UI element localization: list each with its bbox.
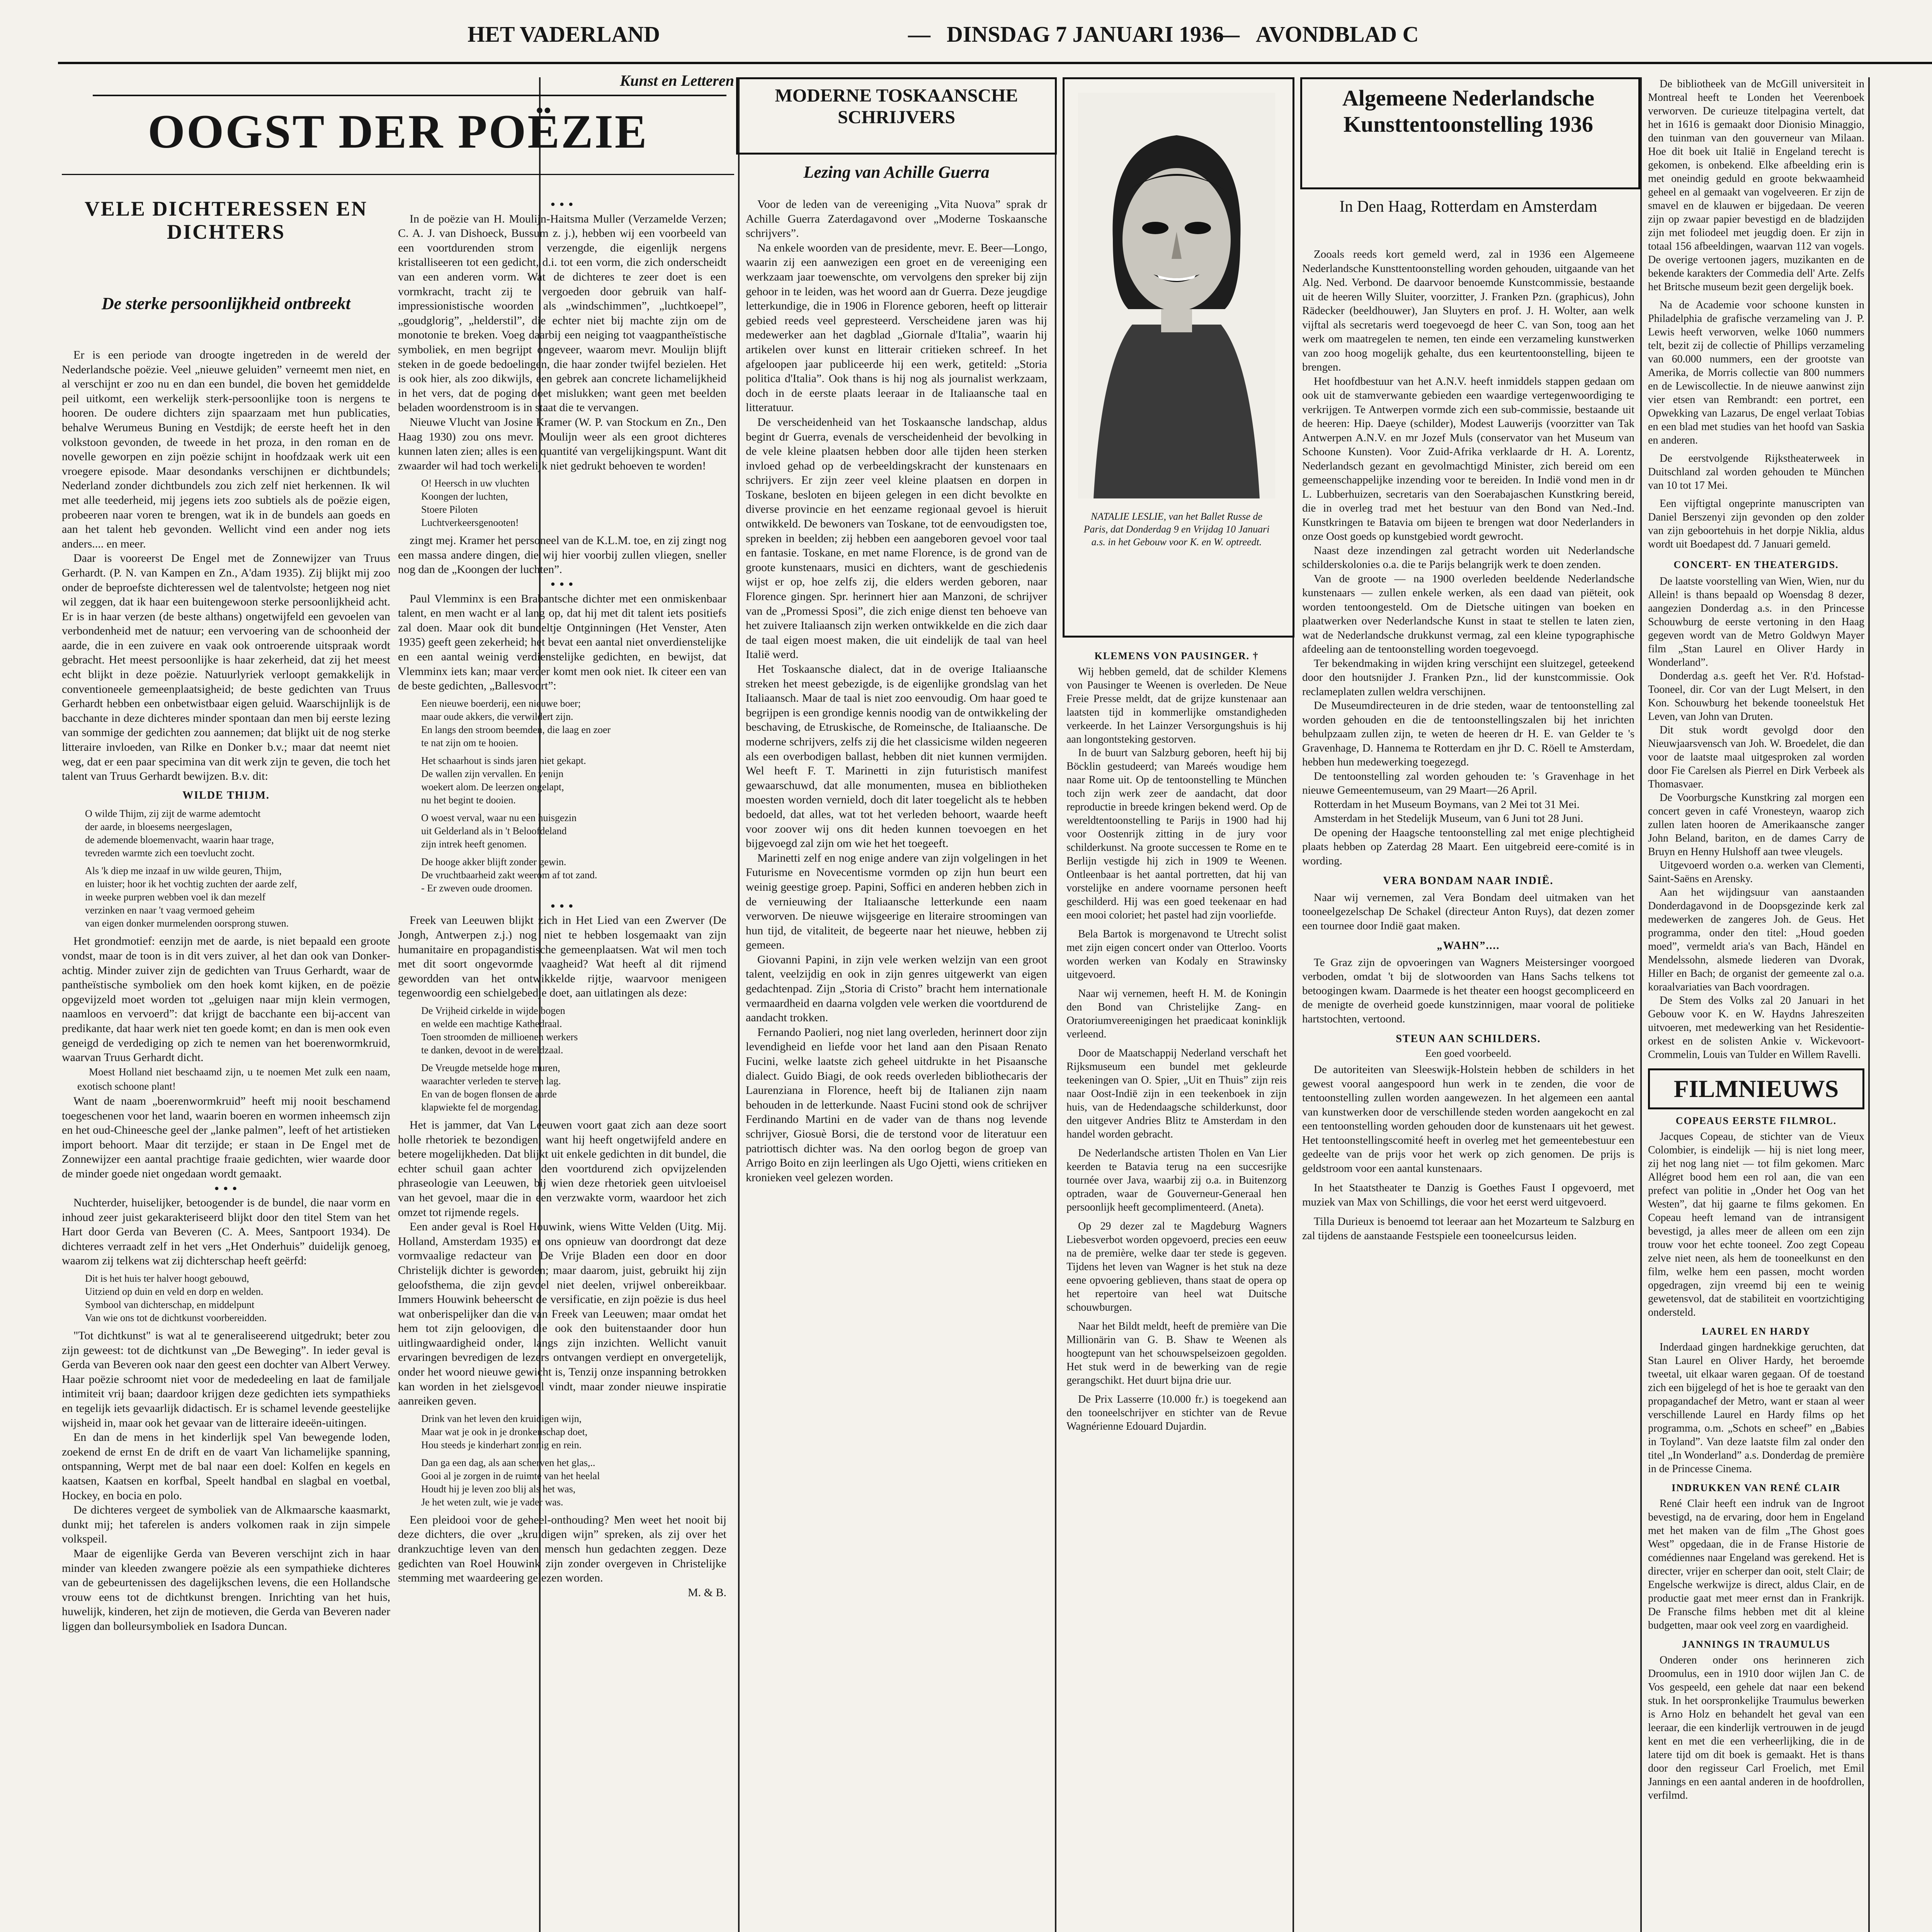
laurel-title: LAUREL EN HARDY	[1702, 1326, 1811, 1337]
masthead	[58, 17, 1932, 60]
tentoonstelling-headline: Algemeene Nederlandsche Kunsttentoonstelling 1936	[1342, 85, 1595, 137]
separator: —	[1217, 22, 1240, 47]
paragraph: Zooals reeds kort gemeld werd, zal in 1936 een Algemeene Nederlandsche Kunsttentoonstelling worden gehouden, uitgaande van het Alg. Ned. Verbond. De daarvoor benoemde Kunstcommissie, bestaande uit de heeren Willy Sluiter, voorzitter, J. Franken Pzn. (graphicus), John Rädecker (beeldhouwer), Jan Sluyters en prof. J. H. Wolter, aan welk vijftal als secretaris werd toegevoegd de heer C. van Son, toog aan het werk om maatregelen te nemen, ten einde een verzameling kunstwerken van zoo hoog mogelijk gehalte, dus een keurtentoonstelling, bijeen te brengen.	[1302, 248, 1634, 373]
separator: —	[908, 22, 930, 47]
paragraph: De eerstvolgende Rijkstheaterweek in Duitschland zal worden gehouden te München van 10 tot 17 Mei.	[1648, 452, 1864, 492]
paragraph: Een ander geval is Roel Houwink, wiens Witte Velden (Uitg. Mij. Holland, Amsterdam 1935) er ons opnieuw van doordrongt dat deze vormvaalige redacteur van De Vrije Bladen een door en door Christelijk dichter is geworden; maar daarom, juist, gebruikt hij zijn geloofsthema, die zijn gevoel niet deelen, vrijwel onbereikbaar. Immers Houwink beheerscht de versificatie, en zijn poëzie is dus heel wat onberispelijker dan die van Freek van Leeuwen; maar omdat het hem tot zijn geloovigen, die ook den buitenstaander door hun uitlingwaardigheid onder, langs zijn inzichten. Wellicht vanuit ervaringen bevredigen de lezers ontvangen verdiept en onvergetelijk, onder het woord nieuwe gewicht is, Tenzij onze inspanning betrokken kan worden in het zielsgevoel vindt, maar zonder nieuwe inspiratie aanreiken geven.	[398, 1220, 726, 1408]
paragraph: Nieuwe Vlucht van Josine Kramer (W. P. van Stockum en Zn., Den Haag 1930) zou ons mevr. Moulijn weer als een groot dichteres kunnen laten zien; alles is een quantité van vergelijkingspunt. Want dit zwaarder wil had toch werkelijk niet gedrukt behoeven te worden!	[398, 415, 726, 472]
paper-name: HET VADERLAND	[468, 22, 660, 47]
poem-title: WILDE THIJM.	[182, 789, 270, 801]
natalie-leslie-photo	[1078, 93, 1275, 498]
paragraph: Dit stuk wordt gevolgd door den Nieuwjaarsvensch van Joh. W. Broedelet, die dan voor de laatste maal uitgesproken zal worden door Fie Carelsen als Pierrel en Dirk Verbeek als Thomasvaer.	[1648, 724, 1864, 790]
paragraph: "Tot dichtkunst" is wat al te generaliseerend uitgedrukt; beter zou zijn geweest: tot de dichtkunst van „De Beweging”. In ieder geval is Gerda van Beveren ook naar den geest een dochter van Albert Verwey. Haar poëzie schroomt niet voor de mededeeling en laat de familjale intimiteit vrij baan; daardoor krijgen deze gedichten iets sympathieks en tegelijk iets gevaarlijk didactisch. Er is schamel levende geestelijke wijsheid in, maar ook het gevaar van de litteraire ideeën-uitingen.	[62, 1329, 390, 1429]
poem-vrijheid: De Vrijheid cirkelde in wijde bogen en welde een machtige Kathedraal. Toen stroomden de millioenen werkers te danken, devoot in de wereldzaal. De Vreugde metselde hoge muren, waarachter verleden te sterven lag. En van de bogen flonsen de aarde klapwiekte fel de morgendag.	[421, 1005, 578, 1113]
poezie-kicker: De sterke persoonlijkheid ontbreekt	[101, 294, 351, 313]
paragraph: De autoriteiten van Sleeswijk-Holstein hebben de schilders in het gewest vooral aangespoord hun werk in te zenden, die voor de tentoonstelling zullen worden aangewezen. In het algemeen een aantal van kunstwerken door de verschillende steden worden aangekocht en zal een tentoonstelling worden gehouden door de kunstenaars uit het gewest. Het tentoonstellingscomité heeft in overleg met het gemeentebestuur een gedeelte van de prijs voor het werk op zich genomen. De prijs is geldstroom voor een aantal kunstenaars.	[1302, 1063, 1634, 1175]
separator-stars: • • •	[214, 1181, 238, 1195]
paragraph: Daar is vooreerst De Engel met de Zonnewijzer van Truus Gerhardt. (P. N. van Kampen en Zn., A'dam 1935). Zij blijkt mij zoo onder de beproefste dichteressen wel de talentvolste; hetgeen nog niet wil zeggen, dat ik haar een buitengewoon sterke persoonlijkheid acht. Er is in haar verzen (de beste althans) ongetwijfeld een gevoelen van verbondenheid met de natuur; een vervoering van de schoonheid der aarde, die in een zuivere en vaak ook ontroerende uitspraak wordt gebracht. Het meest persoonlijke is haar zekerheid, dat zij het meest echt blijkt in deze poëzie. Natuurlyriek verloopt gemakkelijk in conventioneele gemeenplaatsigheid; de beste gedichten van Truus Gerhardt hebben een onbetwistbaar eigen geluid. Waarschijnlijk is de bacchante in deze dichteres minder spontaan dan men bij eerste lezing van sommige der gedichten zou aannemen; dat blijkt uit de nog sterke litteraire invloeden, van Rilke en Donker b.v.; maar dat neemt niet weg, dat er een paar specimina van dit werk zijn te geven, die toch het talent van Truus Gerhardt bewijzen. B.v. dit:	[62, 552, 390, 783]
clair-title: INDRUKKEN VAN RENÉ CLAIR	[1672, 1482, 1841, 1493]
poem-onderhuis: Dit is het huis ter halver hoogt gebouwd, Uitziend op duin en veld en dorp en welden. Symbool van dichterschap, en middelpunt Van wie ons tot de dichtkunst voorbereidden.	[85, 1273, 267, 1324]
paragraph: Het Toskaansche dialect, dat in de overige Italiaansche streken het meest gebezigde, is de eigenlijke grondslag van het Italiaansch. Maar de taal is niet zoo eenvoudig. Om haar goed te begrijpen is een grondige kennis noodig van de ontwikkeling der beschaving, de Etruskische, de Romeinsche, de Italiaansche. De moderne schrijvers, zelfs zij die het classicisme wilden negeeren als een overbodigen ballast, hebben dit niet kunnen vermijden. Wel heeft F. T. Marinetti in zijn futuristisch manifest gewaarschuwd, dat alle monumenten, musea en bibliotheken moesten worden vernield, doch dit later toegelicht als te hebben bedoeld, dat alles, wat tot het verleden behoort, waarde heeft voor zoover wij ons dit heden kunnen toevoegen en het bijgevoegd zal zijn om wie het het toegeeft.	[746, 663, 1047, 850]
copeau-title: COPEAUS EERSTE FILMROL.	[1675, 1115, 1837, 1126]
photo-caption: NATALIE LESLIE, van het Ballet Russe de Paris, dat Donderdag 9 en Vrijdag 10 Januari a.s. in het Gebouw voor K. en W. optreedt.	[1083, 511, 1270, 548]
paragraph: Na de Academie voor schoone kunsten in Philadelphia de grafische verzameling van J. P. Lewis heeft verworven, welke 1060 nummers telt, bezit zij de collectie of Phillips verzameling van 60.000 nummers, een der grootste van Amerika, de Morris collectie van 800 nummers en de Lewiscollectie. In de nieuwe aanwinst zijn vier etsen van Rembrandt: een portret, een Opwekking van Lazarus, De engel verlaat Tobias en een blad met studies van het hoofd van Saskia en anderen.	[1648, 299, 1864, 446]
separator-stars: • • •	[551, 577, 574, 591]
paragraph: Nuchterder, huiselijker, betoogender is de bundel, die naar vorm en inhoud zeer juist gekarakteriseerd blijkt door den titel Stem van het Hart door Gerda van Beveren (C. A. Mees, Santpoort 1934). De dichteres verraadt zelf in het vers „Het Onderhuis” duidelijk genoeg, waarom zij telkens wat zij dichterschap heeft geërfd:	[62, 1196, 390, 1267]
separator-stars: • • •	[551, 197, 574, 211]
paragraph: Het hoofdbestuur van het A.N.V. heeft inmiddels stappen gedaan om ook uit de stamverwante gebieden een waardige vertegenwoordiging te verkrijgen. Te Antwerpen vormde zich een sub-commissie, bestaande uit de heeren: Hip. Daeye (schilder), Modest Lauwerijs (voorzitter van Tak Antwerpen A.N.V. en mr Jozef Muls (conservator van het Museum van Schoone Kunsten). Voor Zuid-Afrika verklaarde dr H. A. Lorentz, Nederlandsch gezant en gevolmachtigd Minister, zich bereid om een gemeenschappelijke inzending voor te bereiden. In Indië vond men in dr L. Lubberhuizen, secretaris van den Soerabajaschen Kunstkring bereid, die in overleg trad met het bestuur van den Bond van Ned.-Ind. Kunstkringen te Batavia om bijeen te brengen wat door Nederlanders in onze Oost goeds op kunstgebied wordt gewrocht.	[1302, 375, 1634, 543]
poezie-headline: OOGST DER POËZIE	[148, 105, 648, 158]
pausinger-title: KLEMENS VON PAUSINGER. †	[1094, 650, 1259, 662]
bondam-title: VERA BONDAM NAAR INDIË.	[1383, 875, 1554, 887]
paragraph: De Stem des Volks zal 20 Januari in het Gebouw voor K. en W. Haydns Jahreszeiten uitvoeren, met medewerking van het Residentie-orkest en de solisten Ankie v. Wickevoort-Crommelin, Louis van Tulder en Willem Ravelli.	[1648, 995, 1864, 1061]
paragraph: Na enkele woorden van de presidente, mevr. E. Beer—Longo, waarin zij een aanwezigen een groet en de vereeniging een werkzaam jaar toewenschte, om vervolgens den spreker bij zijn gehoor in te leiden, was het woord aan dr Guerra. Deze jeugdige letterkundige, die in 1906 in Florence geboren, heeft op litterair gebied reeds veel gepresteerd. Verscheidene jaren was hij medewerker aan het dagblad „Giornale d'Italia”, waarin hij artikelen over kunst en litterair critieken schreef. In het afgeloopen jaar publiceerde hij een werk, getiteld: „Storia politica d'Italia”. Ook thans is hij nog als journalist werkzaam, doch in de eerste plaats leeraar in de Italiaansche taal en litteratuur.	[746, 241, 1047, 414]
poem-ballesvoort: Een nieuwe boerderij, een nieuwe boer; maar oude akkers, die verwildert zijn. En langs den stroom beemden, die laag en zoer te nat zijn om te hooien. Het schaarhout is sinds jaren niet gekapt. De wallen zijn vervallen. En venijn woekert alom. De leerzen ongelapt, nu het begint te dooien. O woest verval, waar nu een huisgezin uit Gelderland als in 't Beloofdeland zijn intrek heeft genomen. De hooge akker blijft zonder gewin. De vruchtbaarheid zakt weerom af tot zand. - Er zweven oude droomen.	[421, 697, 611, 894]
paragraph: Rotterdam in het Museum Boymans, van 2 Mei tot 31 Mei.	[1314, 798, 1580, 811]
paragraph: Jacques Copeau, de stichter van de Vieux Colombier, is eindelijk — hij is niet long meer, zij het nog lang niet — tot film gekomen. Marc Allégret bood hem een rol aan, die van een prefect van politie in „Onder het Oog van het Westen”, dat hij gaarne te films gekomen. En Copeau heeft lemand van de intransigent bevestigd, ja alles meer de alleen om een zijn trouw voor het echte tooneel. Zoo zegt Copeau zelve niet neen, als hem de tooneelkunst en den film, welke hem een passen, mocht worden opgedragen, zijn vreemd bij een te weinig gewetensvol, dat de stabiliteit en voortzichtiging ondersteld.	[1648, 1131, 1864, 1318]
paragraph: Fernando Paolieri, nog niet lang overleden, herinnert door zijn levendigheid en liefde voor het land aan den Pisaan Renato Fucini, welke laatste zich geheel uitdrukte in het Pisaansche dialect. Guido Biagi, de ook reeds overleden bibliothecaris der Laurenziana in Florence, heeft bij de Italianen zijn naam behouden in de letterkunde. Naast Fucini stond ook de schrijver Ferdinando Martini en de vader van de thans nog levende schrijver, Giosuè Borsi, die de terstond voor de literatuur een patriottisch dichter was. Na den oorlog begon de groep van Arrigo Boito en zijn leerlingen als Ugo Ojetti, wiens critieken en kronieken veel gelezen worden.	[746, 1026, 1047, 1184]
section-label: Kunst en Letteren	[620, 73, 734, 88]
poem-kruidige-wijn: Drink van het leven den kruidigen wijn, Maar wat je ook in je dronkenschap doet, Hou steeds je kinderhart zonnig en rein. Dan ga een dag, als aan scherven het glas,.. Gooi al je zorgen in de ruimte van het heelal Houdt hij je leven zoo blij als het was, Je het weten zult, wie je vader was.	[421, 1413, 600, 1508]
edition: AVONDBLAD C	[1256, 22, 1419, 47]
column-divider	[1055, 77, 1056, 1932]
paragraph: Naar wij vernemen, zal Vera Bondam deel uitmaken van het tooneelgezelschap De Schakel (directeur Anton Ruys), dat dezen zomer een tournee door Indië gaat maken.	[1302, 891, 1634, 932]
poezie-column-1	[62, 348, 390, 1932]
paragraph: Naar het Bildt meldt, heeft de première van Die Millionärin van G. B. Shaw te Weenen als hoogtepunt van het schouwspelseizoen gegolden. Het stuk werd in de bewerking van de regie gerangschikt. Het duurt bijna drie uur.	[1066, 1320, 1287, 1386]
poem-wilde-thijm: O wilde Thijm, zij zijt de warme ademtocht der aarde, in bloesems neergeslagen, de ademende bloemenvacht, waarin haar trage, tevreden warmte zich een toevlucht zocht. Als 'k diep me inzaaf in uw wilde geuren, Thijm, en luister; hoor ik het vochtig zuchten der aarde zelf, in weeke purpren webben voel ik dan mezelf verzinken en naar 't vaag vermoed geheim van eigen donker murmelenden oorsprong stuwen.	[85, 808, 297, 929]
quote: Moest Holland niet beschaamd zijn, u te noemen Met zulk een naam, exotisch schoone plant!	[77, 1066, 390, 1092]
headline-rule	[62, 174, 734, 175]
paragraph: Marinetti zelf en nog enige andere van zijn volgelingen in het Futurisme en Novecentisme vormden op zijn hun beurt een weinig geestige groep. Papini, Soffici en anderen hebben zich in de vernieuwing der Italiaansche letterkunde een naam verworven. De nieuwe wijsgeerige en literaire stroomingen van hun tijd, de vitaliteit, de begeerte naar het nieuwe, hebben zij gemeen.	[746, 851, 1047, 952]
paragraph: In het Staatstheater te Danzig is Goethes Faust I opgevoerd, met muziek van Max von Schillings, die voor het eerst werd uitgevoerd.	[1302, 1182, 1634, 1208]
paragraph: De bibliotheek van de McGill universiteit in Montreal heeft te Londen het Veerenboek verworven. De curieuze titelpagina vertelt, dat het in 1616 is gemaakt door Dionisio Minaggio, den tuinman van den gouverneur van Milaan. Hoe dit boek uit Italië in Engeland terecht is gekomen, is onbekend. Elke afbeelding erin is met oneindig geduld en groote bekwaamheid geheel en al gemaakt van vogelveeren. Er zijn de smavel en de klauwen er bijgedaan. De veeren zijn op zwaar papier bevestigd en de bladzijden zijn met foliodeel met jeugdig doen. Er zijn in totaal 156 afbeeldingen, waarvan 112 van vogels. De overige vertoonen jagers, muzikanten en de bekende karakters der Commedia dell' Arte. Zelfs het Britsche museum bezit geen dergelijk boek.	[1648, 78, 1864, 293]
paragraph: Want de naam „boerenwormkruid” heeft mij nooit beschamend toegeschenen voor het land, waarin boeren en wormen inheemsch zijn en het oud-Chineesche geel der „lanke palmen”, leeft of het artistieken import behoort. Maar dit terzijde; er staan in De Engel met de Zonnewijzer een aantal prachtige fraaie gedichten, wier waarde door de minder goede niet ongedaan wordt gemaakt.	[62, 1094, 390, 1180]
tentoonstelling-body	[1302, 247, 1634, 1932]
concert-title: CONCERT- EN THEATERGIDS.	[1673, 559, 1839, 570]
paragraph: zingt mej. Kramer het personeel van de K.L.M. toe, en zij zingt nog een massa andere dingen, die wij hier voorbij zullen vliegen, sneller nog dan de „Koongen der luchten”.	[398, 534, 726, 576]
paragraph: In de buurt van Salzburg geboren, heeft hij bij Böcklin gestudeerd; van Mareés woudige hem naar Rome uit. Op de tentoonstelling te München toch zijn werk zeer de aandacht, dat door reproductie in breede kringen bekend werd. Op de wereldtentoonstelling te Parijs in 1900 had hij voor Oostenrijk zitting in de jury voor schilderkunst. Na groote successen te Rome en te Berlijn vestigde hij zich in 1909 te Weenen. Ontleenbaar is het aantal portretten, dat hij van vorstelijke en andere voorname personen heeft geschilderd. Hij was een goed teekenaar en had een mooi coloriet; het pastel had zijn voorliefde.	[1066, 747, 1287, 921]
paragraph: Van de groote — na 1900 overleden beeldende Nederlandsche kunstenaars — zullen enkele werken, als een daad van piëteit, ook worden tentoongesteld. Om de Dietsche uitingen van boeken en plaatwerken over Nederlandsche Kunst in staat te stellen te laten zien, wat de Nederlandsche drukkunst vermag, zal een kleine typographische afdeeling aan de tentoonstelling worden toegevoegd.	[1302, 572, 1634, 655]
paragraph: De Museumdirecteuren in de drie steden, waar de tentoonstelling zal worden gehouden en die de tentoonstellingszalen bij het inrichten behulpzaam zullen zijn, te weten de heeren dr H. E. van Gelder te 's Gravenhage, D. Hannema te Rotterdam en jhr D. C. Röell te Amsterdam, hebben hun medewerking toegezegd.	[1302, 699, 1634, 768]
paragraph: Maar de eigenlijke Gerda van Beveren verschijnt zich in haar minder van kleeden zwangere poëzie als een sympathieke dichteres van de gebeurtenissen des dagelijkschen levens, die een Hollandsche vrouw eens tot de dichtkunst brengen. Inrichting van het huis, huwelijk, kinderen, het zijn de motieven, die Gerda van Beveren nader liggen dan bolleursymboliek en Isadora Duncan.	[62, 1547, 390, 1633]
column-divider	[1868, 77, 1870, 1932]
paragraph: In de poëzie van H. Moulijn-Haitsma Muller (Verzamelde Verzen; C. A. J. van Dishoeck, Bussum z. j.), hebben wij een voorbeeld van een voortdurenden strom verzengde, die eigenlijk nergens kristalliseeren tot een gedicht, d.i. tot een vorm, die zich onderscheidt van een anderen vorm. Wat de dichteres te zeer doet is een vormkracht, tracht zij te vergoeden door gebruik van half-impressionistische woorden als „windschimmen”, „luchtkoepel”, „goudglorig”, „helderstil”, die echter niet bij machte zijn om de monotonie te breken. Voeg daarbij een neiging tot vaagpantheïstische symboliek, en men begrijpt ongeveer, waarom mevr. Moulijn blijft steken in de goede bedoelingen, die haar zonder twijfel bezielen. Het is ook hier, als zoo dikwijls, een gebrek aan concrete lichamelijkheid in het vers, dat de poging doet mislukken; want geen met beelden beladen woordenstroom is in staat die te vervangen.	[398, 212, 726, 414]
portrait-image	[1078, 93, 1275, 498]
steun-title: STEUN AAN SCHILDERS.	[1396, 1033, 1541, 1045]
paragraph: Ter bekendmaking in wijden kring verschijnt een sluitzegel, geteekend door den houtsnijder J. Franken Pzn., lid der kunstcommissie. Ook reclameplaten zullen weldra verschijnen.	[1302, 657, 1634, 698]
paragraph: De verscheidenheid van het Toskaansche landschap, aldus begint dr Guerra, evenals de verscheidenheid der bevolking in de vele kleine plaatsen hebben door alle tijden heen sterken invloed gehad op de verbeeldingskracht der kunstenaars en schrijvers. Er zijn zeer veel kleine plaatsen en dorpen in Toskane, besloten en bijeen gelegen in een dicht bevolkte en diverse provincie en het eenzame regionaal gevoel is hieruit ontwikkeld. De bewoners van Toskane, tot de eenvoudigsten toe, spreken in beelden; zij hebben een aangeboren gevoel voor taal en fantasie. Toskane, en met name Florence, is de grond van de groote kunstenaars, musici en dichters, want de geschiedenis wijst er op, hoe zelfs zij, die elders werden geboren, naar Florence gingen. Spr. herinnert hier aan Manzoni, de schrijver van de „Promessi Sposi”, die zich enige dienst ten behoeve van het zuivere Italiaansch zijn werken ontwikkelde en die zich daar de taal eigen moest maken, die uit eindelijk de taal van heel Italië werd.	[746, 415, 1047, 661]
paragraph: Naast deze inzendingen zal getracht worden uit Nederlandsche schilderskolonies o.a. die te Parijs belangrijk werk te doen zenden.	[1302, 544, 1634, 571]
paragraph: René Clair heeft een indruk van de Ingroot bevestigd, na de ervaring, door hem in Engeland met het maken van de film „The Ghost goes West” opgedaan, die in de Franse Historie de comédiennes naar Engeland was gerekend. Het is directer, vrijer en scherper dan ooit, stelt Clair; de Engelsche werkwijze is direct, aldus Clair, en de productie gaat met meer ernst dan in Frankrijk. De Fransche films hebben met dit al kleine budgetten, maar ook veel zorg en vaardigheid.	[1648, 1498, 1864, 1631]
paragraph: Tilla Durieux is benoemd tot leeraar aan het Mozarteum te Salzburg en zal tijdens de aanstaande Festspiele een tooneelcursus leiden.	[1302, 1215, 1634, 1242]
paragraph: Paul Vlemminx is een Brabantsche dichter met een onmiskenbaar talent, en men wacht er al lang op, dat hij met dit talent iets positiefs zal doen. Maar ook dit bundeltje Ontginningen (Het Venster, Aten 1935) geeft geen zekerheid; het bevat een aantal niet onverdienstelijke en een aantal weinig verdienstelijke gedichten, en bewijst, dat Vlemminx iets kan; maar verder komt men ook niet. Ik citeer een van de beste gedichten, „Ballesvoort”:	[398, 592, 726, 692]
paragraph: De tentoonstelling zal worden gehouden te: 's Gravenhage in het nieuwe Gemeentemuseum, van 29 Maart—26 April.	[1302, 770, 1634, 796]
jannings-title: JANNINGS IN TRAUMULUS	[1682, 1639, 1830, 1650]
paragraph: Door de Maatschappij Nederland verschaft het Rijksmuseum een bundel met gekleurde teekeningen van O. Spier, „Uit en Thuis” zijn reis naar Oost-Indië zijn in een teekenboek in zijn huis, van de Hedendaagsche schilderkunst, door den uitgever Andries Blitz te Amsterdam in den handel worden gebracht.	[1066, 1047, 1287, 1140]
paragraph: Het grondmotief: eenzijn met de aarde, is niet bepaald een groote vondst, maar de toon is in dit vers zuiver, al het dan ook van Donker-achtig. Minder zuiver zijn de gedichten van Truus Gerhardt, waar de pantheïstische symboliek om den hoek komt kijken, en de poëzie opgevijzeld moet worden tot „geluigen naar mijn klein vermogen, naamloos en vervoerd”: dat krijgt de bacchante een bij-accent van predikante, dat haar werk niet ten goede komt; en dan is men ook even geneigd de verdediging op zich te nemen van het boerenwormkruid, waarvan Truus Gerhardt dicht.	[62, 935, 390, 1064]
toskaansche-subhead: Lezing van Achille Guerra	[803, 163, 990, 182]
section-rule	[93, 95, 726, 96]
paragraph: Aan het wijdingsuur van aanstaanden Donderdagavond in de Doopsgezinde kerk zal medewerken de zangeres Joh. de Geus. Het programma, onder den titel: „Houd goeden moed”, vermeldt aria's van Bach, Händel en Mendelssohn, alsmede liederen van Dvorak, Hiller en Bach; de organist der gemeente zal o.a. koraalvariaties van Bach voordragen.	[1648, 886, 1864, 993]
paragraph: De laatste voorstelling van Wien, Wien, nur du Allein! is thans bepaald op Woensdag 8 dezer, aangezien Donderdag a.s. in den Princesse Schouwburg de eerste vertoning in den Haag gegeven wordt van de Metro Goldwyn Mayer film „Stan Laurel en Oliver Hardy in Wonderland”.	[1648, 575, 1864, 668]
steun-subtitle: Een goed voorbeeld.	[1425, 1047, 1512, 1059]
paragraph: Giovanni Papini, in zijn vele werken welzijn van een groot talent, veelzijdig en ook in zijn genres uitgewerkt van eigen gedachtenpad. Zijn „Storia di Cristo” bracht hem internationale vermaardheid en daarna volgden vele werken die voortdurend de aandacht trokken.	[746, 953, 1047, 1024]
paragraph: Een pleidooi voor de geheel-onthouding? Men weet het nooit bij deze dichters, die over „kruidigen wijn” spreken, als zij over het drankzuchtige leven van den mensch hun gedachten zeggen. Deze gedichten van Roel Houwink zijn zonder overgeven in Christelijke stemming met waardeering gelezen worden.	[398, 1513, 726, 1585]
poezie-subhead: VELE DICHTERESSEN EN DICHTERS	[84, 197, 368, 243]
wahn-title: „WAHN”....	[1437, 940, 1500, 952]
paragraph: Uitgevoerd worden o.a. werken van Clementi, Saint-Saëns en Arensky.	[1648, 859, 1864, 885]
paragraph: Amsterdam in het Stedelijk Museum, van 6 Juni tot 28 Juni.	[1314, 812, 1583, 825]
poem-koongen: O! Heersch in uw vluchten Koongen der luchten, Stoere Piloten Luchtverkeersgenooten!	[421, 478, 530, 529]
paragraph: Te Graz zijn de opvoeringen van Wagners Meistersinger voorgoed verboden, omdat 't bij de slotwoorden van Hans Sachs telkens tot betoogingen kwam. Daarmede is het theater een hoogst gecompliceerd en de menigte de overheid goede kunstzinnigen, maar vooral de politieke hartstochten, vertoond.	[1302, 956, 1634, 1025]
paragraph: De Nederlandsche artisten Tholen en Van Lier keerden te Batavia terug na een succesrijke tournée over Java, waarbij zij o.a. in Buitenzorg optraden, waar de Gouverneur-Generaal hen persoonlijk heeft gecomplimenteerd. (Aneta).	[1066, 1147, 1287, 1213]
paragraph: Wij hebben gemeld, dat de schilder Klemens von Pausinger te Weenen is overleden. De Neue Freie Presse meldt, dat de grijze kunstenaar aan laatsten tijd in kommerlijke omstandigheden verkeerde. In het Lainzer Versorgungshuis is hij aan longontsteking gestorven.	[1066, 666, 1287, 745]
separator-stars: • • •	[551, 898, 574, 913]
paragraph: Freek van Leeuwen blijkt zich in Het Lied van een Zwerver (De Jongh, Antwerpen z.j.) nog niet te hebben losgemaakt van zijn humanitaire en propagandistische gemeenplaatsen. Wat wil men toch met dit soort ongevormde vaagheid? Wat heeft al dit rijmend gewordden van het ontwikkelde rijtje, waarvoor menigeen tegenwoordig een schielgebedje doet, aan uitlatingen als deze:	[398, 914, 726, 1000]
paragraph: De dichteres vergeet de symboliek van de Alkmaarsche kaasmarkt, dunkt mij; het taferelen is anders volkomen raak in zijn simpele volkspeil.	[62, 1503, 390, 1546]
paragraph: De Voorburgsche Kunstkring zal morgen een concert geven in café Vronesteyn, waarop zich zullen laten hooren de Amerikaansche zanger John Beland, bariton, en de dames Carry de Bruyn en Henny Hulshoff aan twee vleugels.	[1648, 792, 1864, 858]
column-divider	[1640, 77, 1642, 1932]
paragraph: Voor de leden van de vereeniging „Vita Nuova” sprak dr Achille Guerra Zaterdagavond over „Moderne Toskaansche schrijvers”.	[746, 198, 1047, 240]
column-divider	[738, 77, 740, 1932]
signature: M. & B.	[687, 1586, 726, 1599]
poezie-column-2	[398, 197, 726, 1932]
paragraph: Naar wij vernemen, heeft H. M. de Koningin den Bond van Christelijke Zang- en Oratoriumvereenigingen het praedicaat koninklijk verleend.	[1066, 988, 1287, 1040]
paragraph: En dan de mens in het kinderlijk spel Van bewegende loden, zoekend de ernst En de drift en de vaart Van lichamelijke spanning, ontspanning, Werpt met de bal naar een doel: Kolfen en kegels en kaatsen, Kaatsen en korfbal, Speelt handbal en slagbal en voetbal, Hockey, en bocia en polo.	[62, 1431, 390, 1502]
paragraph: Bela Bartok is morgenavond te Utrecht solist met zijn eigen concert onder van Otterloo. Voorts worden werken van Kodaly en Strawinsky uitgevoerd.	[1066, 928, 1287, 981]
paragraph: Er is een periode van droogte ingetreden in de wereld der Nederlandsche poëzie. Veel „nieuwe geluiden” verneemt men niet, en al verschijnt er zoo nu en dan een bundel, die boven het gemiddelde peil uitkomt, een werkelijk sterk-persoonlijke toon is nergens te hooren. De oudere dichters zijn spaarzaam met hun publicaties, behalve Werumeus Buning en Vestdijk; de eerste heeft het in den volkstoon gevonden, de tweede in het proza, in den roman en de novelle geworpen en zijn poëzie schijnt in hoofdzaak werk uit een vroegere episode. Maar desondanks verschijnen er dichtbundels; Nederland zonder dichtbundels zou zich zelf niet herkennen. Ik wil met alle teederheid, mij jegens iets zoo subtiels als de poëzie eigen, probeeren naar voren te brengen, wat ik in de bundels aan goeds en aan het talent heb gevonden. Wellicht vind een ander nog iets anders.... en meer.	[62, 349, 390, 550]
paragraph: Het is jammer, dat Van Leeuwen voort gaat zich aan deze soort holle rhetoriek te bezondigen, want hij heeft ongetwijfeld andere en betere mogelijkheden. Dat blijkt uit enkele gedichten in dit bundel, die echter schuil gaan achter den voortdurend zich opvijzelenden phraseologie van Leeuwen, bij wien deze rhetoriek geen uitvloeisel van het gevoel, maar die in een verzwakte vorm, waardoor het zich omzet tot rijmende regels.	[398, 1118, 726, 1219]
film-title: FILMNIEUWS	[1648, 1068, 1864, 1109]
right-column	[1648, 77, 1864, 1932]
toskaansche-body	[746, 197, 1047, 1932]
paragraph: Onderen onder ons herinneren zich Droomulus, een in 1910 door wijlen Jan C. de Vos gespeeld, een gehele dat naar een bekend stuk. In het oorspronkelijke Traumulus bewerken is Arno Holz en behandelt het geval van een leeraar, die een kinderlijk vertrouwen in de jeugd kent en met die een verheerlijking, die in de latere tijd om dit boek is gemaakt. Het is thans door den regisseur Carl Froelich, met Emil Jannings en een aantal anderen in de hoofdrollen, verfilmd.	[1648, 1654, 1864, 1801]
toskaansche-headline: MODERNE TOSKAANSCHE SCHRIJVERS	[775, 85, 1018, 128]
paragraph: Op 29 dezer zal te Magdeburg Wagners Liebesverbot worden opgevoerd, precies een eeuw na de première, welke daar ter stede is gegeven. Tijdens het leven van Wagner is het stuk na deze eene opvoering geblieven, thans staat de opera op het repertoire van heel wat Duitsche schouwburgen.	[1066, 1220, 1287, 1313]
tentoonstelling-subhead: In Den Haag, Rotterdam en Amsterdam	[1339, 198, 1597, 216]
masthead-rule	[58, 62, 1932, 64]
poezie-intro	[62, 348, 390, 784]
pausinger-column	[1066, 649, 1287, 1932]
paragraph: De opening der Haagsche tentoonstelling zal met enige plechtigheid plaats hebben op Zaterdag 28 Maart. Een uitgebreid eere-comité is in wording.	[1302, 826, 1634, 867]
issue-date: DINSDAG 7 JANUARI 1936	[947, 22, 1224, 47]
paragraph: Een vijftigtal ongeprinte manuscripten van Daniel Berszenyi zijn gevonden op den zolder van zijn geboortehuis in het dorpje Niklia, aldus wordt uit Boedapest dd. 7 Januari gemeld.	[1648, 498, 1864, 550]
paragraph: Donderdag a.s. geeft het Ver. R'd. Hofstad-Tooneel, dir. Cor van der Lugt Melsert, in den Kon. Schouwburg het bekende tooneelstuk Het Leven, van John van Druten.	[1648, 670, 1864, 723]
paragraph: Inderdaad gingen hardnekkige geruchten, dat Stan Laurel en Oliver Hardy, het beroemde tweetal, uit elkaar waren gegaan. Of de toestand zich een bijgelegd of het is hoe te geraakt van den propagandachef der Metro, want er staan al weer verschillende Laurel en Hardy films op het programma, o.m. „Schots en scheef” en „Babies in Toyland”. Van deze laatste film zal onder den titel „In Wonderland” a.s. Donderdag de première in de Princesse Cinema.	[1648, 1341, 1864, 1475]
paragraph: De Prix Lasserre (10.000 fr.) is toegekend aan den tooneelschrijver en stichter van de Revue Wagnérienne Edouard Dujardin.	[1066, 1393, 1287, 1432]
